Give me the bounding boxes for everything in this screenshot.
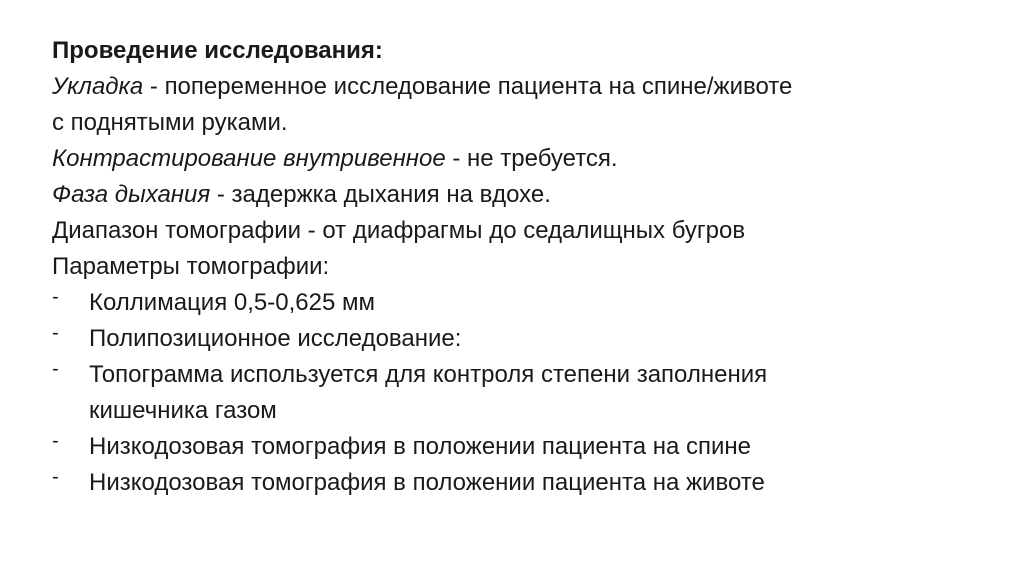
list-item	[52, 357, 1002, 429]
list-item	[52, 465, 1002, 501]
positioning-continuation: с поднятыми руками.	[52, 109, 288, 136]
breathing-text: - задержка дыхания на вдохе.	[210, 181, 551, 208]
dash-bullet-icon: -	[52, 286, 59, 308]
positioning-line	[52, 69, 1002, 105]
slide-content	[52, 33, 1002, 501]
list-item-text: Низкодозовая томография в положении пациента на животе	[89, 469, 765, 496]
list-item-text: Топограмма используется для контроля степени заполнения	[89, 361, 768, 388]
list-item-text: Полипозиционное исследование:	[89, 325, 462, 352]
slide-title: Проведение исследования:	[52, 37, 383, 64]
contrast-term: Контрастирование внутривенное	[52, 145, 446, 172]
params-heading: Параметры томографии:	[52, 253, 330, 280]
breathing-line	[52, 177, 1002, 213]
positioning-text: - попеременное исследование пациента на спине/животе	[143, 73, 793, 100]
list-item-text-continuation: кишечника газом	[89, 397, 277, 424]
dash-bullet-icon: -	[52, 466, 59, 488]
dash-bullet-icon: -	[52, 358, 59, 380]
list-item-text: Коллимация 0,5-0,625 мм	[89, 289, 375, 316]
list-item	[52, 429, 1002, 465]
list-item	[52, 285, 1002, 321]
list-item	[52, 321, 1002, 357]
list-item-text: Низкодозовая томография в положении пациента на спине	[89, 433, 752, 460]
dash-bullet-icon: -	[52, 430, 59, 452]
positioning-term: Укладка	[52, 73, 144, 100]
params-list	[52, 285, 1002, 501]
range-line: Диапазон томографии - от диафрагмы до седалищных бугров	[52, 217, 746, 244]
breathing-term: Фаза дыхания	[52, 181, 211, 208]
dash-bullet-icon: -	[52, 322, 59, 344]
contrast-line	[52, 141, 1002, 177]
contrast-text: - не требуется.	[445, 145, 618, 172]
